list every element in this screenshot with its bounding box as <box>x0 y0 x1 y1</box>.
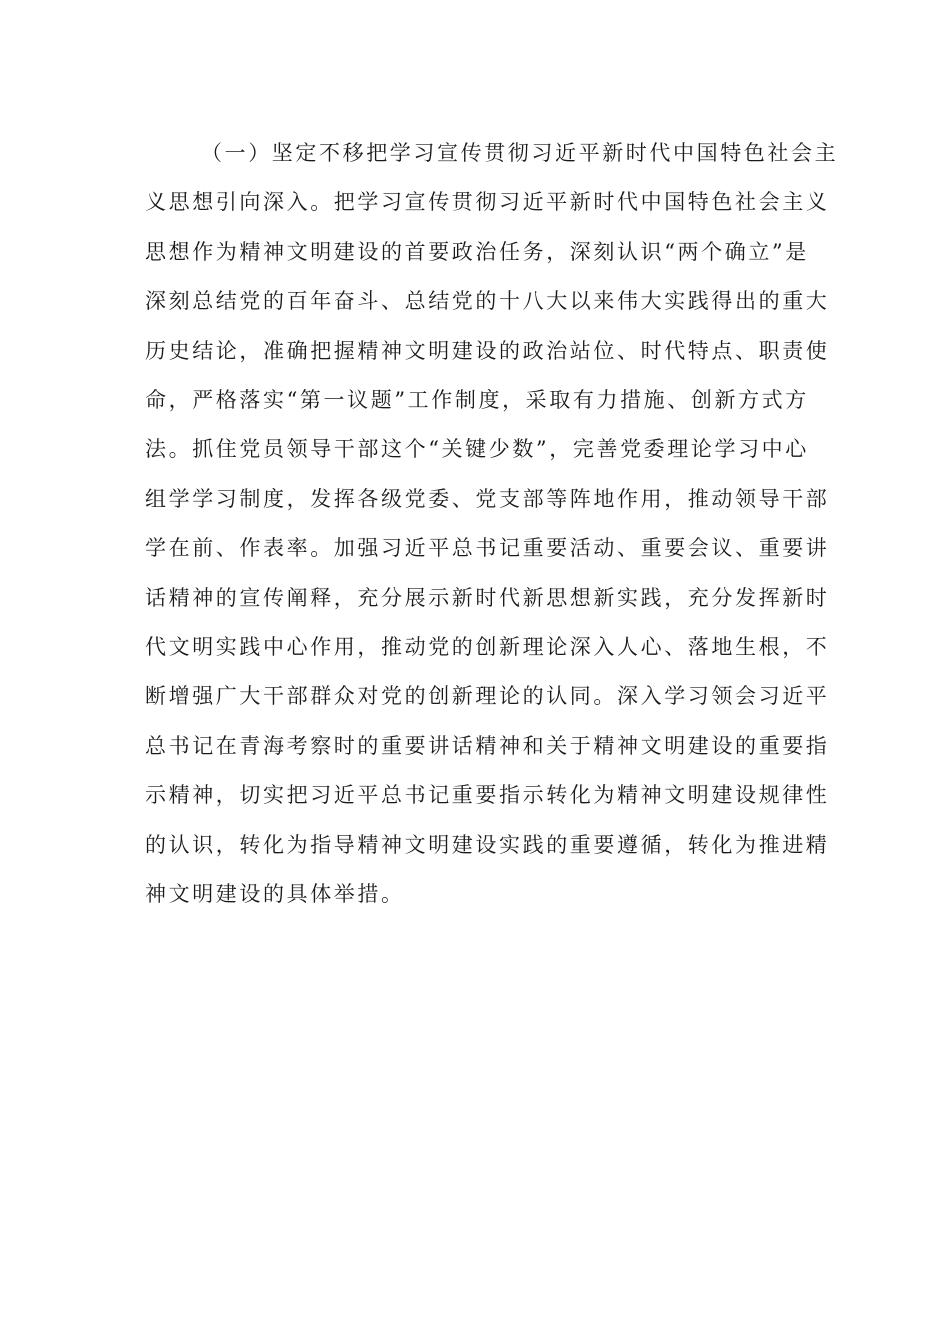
paragraph-line-6: 命，严格落实“第一议题”工作制度，采取有力措施、创新方式方 <box>145 388 809 413</box>
paragraph-line-2: 义思想引向深入。把学习宣传贯彻习近平新时代中国特色社会主义 <box>145 190 830 215</box>
paragraph-body <box>145 129 839 920</box>
paragraph-line-16: 神文明建设的具体举措。 <box>145 882 405 907</box>
paragraph-line-5: 历史结论，准确把握精神文明建设的政治站位、时代特点、职责使 <box>145 338 830 363</box>
paragraph-line-11: 代文明实践中心作用，推动党的创新理论深入人心、落地生根，不 <box>145 635 830 660</box>
paragraph-line-1: （一）坚定不移把学习宣传贯彻习近平新时代中国特色社会主 <box>201 141 839 165</box>
paragraph-line-8: 组学学习制度，发挥各级党委、党支部等阵地作用，推动领导干部 <box>145 486 830 511</box>
paragraph-line-4: 深刻总结党的百年奋斗、总结党的十八大以来伟大实践得出的重大 <box>145 289 830 314</box>
paragraph-line-14: 示精神，切实把习近平总书记重要指示转化为精神文明建设规律性 <box>145 783 830 808</box>
paragraph-line-15: 的认识，转化为指导精神文明建设实践的重要遵循，转化为推进精 <box>145 832 830 857</box>
paragraph-line-12: 断增强广大干部群众对党的创新理论的认同。深入学习领会习近平 <box>145 684 830 709</box>
paragraph-line-9: 学在前、作表率。加强习近平总书记重要活动、重要会议、重要讲 <box>145 536 830 561</box>
paragraph-line-10: 话精神的宣传阐释，充分展示新时代新思想新实践，充分发挥新时 <box>145 585 830 610</box>
paragraph-line-13: 总书记在青海考察时的重要讲话精神和关于精神文明建设的重要指 <box>145 733 830 758</box>
paragraph-line-7: 法。抓住党员领导干部这个“关键少数”，完善党委理论学习中心 <box>145 437 809 462</box>
paragraph-line-3: 思想作为精神文明建设的首要政治任务，深刻认识“两个确立”是 <box>145 239 809 264</box>
